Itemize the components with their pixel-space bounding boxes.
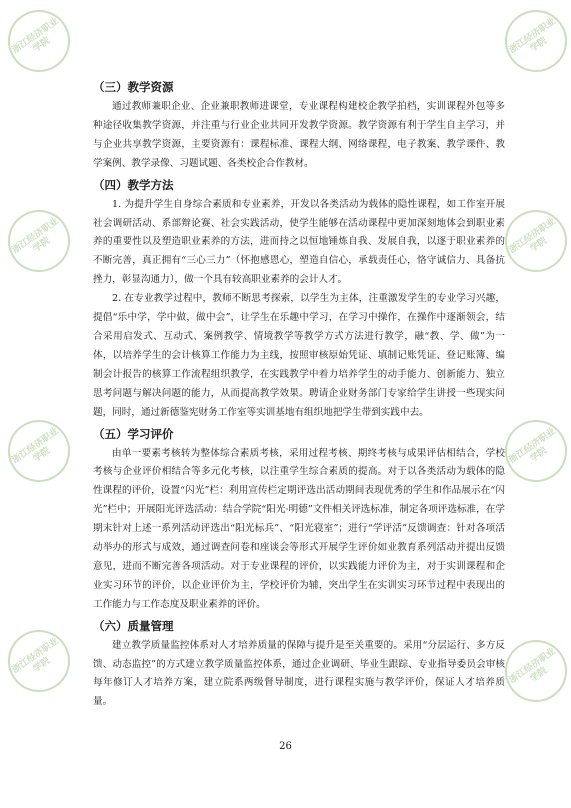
paragraph: 由单一要素考核转为整体综合素质考核，采用过程考核、期终考核与成果评估相结合，学校考核与企业评价相结合等多元化考核，以注重学生综合素质的提高。对于以各类活动为载体的隐性课程的评价，设置“闪光”栏：利用宣传栏定期评选出活动期间表现优秀的学生和作品展示在“闪光”栏中；开展阳光评选活动：结合学院“阳光·明德”文件相关评选标准，制定各项评选标准，在学期末针对上述一系列活动评选出“阳光标兵”、“阳光寝室”；进行“学评活”反馈调查：针对各项活动举办的形式与成效，通过调查问卷和座谈会等形式开展学生评价如业教育系列活动并提出反馈意见，进而不断完善各项活动。对于专业课程的评价，以实践能力评价为主，对于实训课程和企业实习环节的评价，以企业评价为主，学校评价为辅，突出学生在实训实习环节过程中表现出的工作能力与工作态度及职业素养的评价。	[93, 447, 505, 610]
watermark-seal: 浙江经济职业学院	[493, 198, 571, 284]
watermark-seal: 浙江经济职业学院	[493, 628, 571, 714]
paragraph: 建立教学质量监控体系对人才培养质量的保障与提升是至关重要的。采用“分层运行、多方反馈、动态监控”的方式建立教学质量监控体系，通过企业调研、毕业生跟踪、专业指导委员会审核每年修订人才培养方案，建立院系两级督导制度，进行课程实施与教学评价，保证人才培养质量。	[93, 639, 505, 708]
page-number: 26	[279, 741, 292, 752]
paragraph: 通过教师兼职企业、企业兼职教师进课堂，专业课程构建校企教学拍档，实训课程外包等多种途径收集教学资源，并注重与行业企业共同开发教学资源。教学资源有利于学生自主学习，并与企业共享教学资源，主要资源有：课程标准、课程大纲、网络课程，电子教案、教学课件、教学案例、教学录像、习题试题、各类校企合作教材。	[93, 101, 505, 169]
watermark-seal: 浙江经济职业学院	[0, 198, 82, 284]
watermark-seal: 浙江经济职业学院	[493, 0, 571, 84]
paragraph: 2. 在专业教学过程中，教师不断思考探索，以学生为主体，注重激发学生的专业学习兴趣，提倡“乐中学，学中做，做中会”，让学生在乐趣中学习，在学习中操作，在操作中逐渐领会，结合采用启发式、互动式、案例教学、情境教学等教学方式方法进行教学，融“教、学、做”为一体，以培养学生的会计核算工作能力为主线，按照审核原始凭证、填制记账凭证、登记账簿、编制会计报告的核算工作流程组织教学，在实践教学中着力培养学生的动手能力、创新能力、独立思考问题与解决问题的能力，从而提高教学效果。聘请企业财务部门专家给学生讲授一些现实问题，同时，通过新德鉴宪财务工作室等实训基地有组织地把学生带到实践中去。	[93, 293, 505, 418]
section-heading-learning-evaluation: （五）学习评价	[93, 426, 174, 441]
watermark-seal: 浙江经济职业学院	[0, 408, 82, 494]
section-heading-quality-management: （六）质量管理	[93, 618, 174, 633]
paragraph: 1. 为提升学生自身综合素质和专业素养，开发以各类活动为载体的隐性课程，如工作室开展社会调研活动、系部辩论赛、社会实践活动，使学生能够在活动课程中更加深刻地体会到职业素养的重要性以及塑造职业素养的方法，进而持之以恒地锤炼自我、发展自我，以逐于职业素养的不断完善，真正拥有“三心三力”（怀抱感恩心，塑造自信心，承载责任心，恪守诚信力、具备抗挫力，彰显沟通力），做一个具有较高职业素养的会计人才。	[93, 198, 505, 286]
section-heading-teaching-methods: （四）教学方法	[93, 177, 174, 192]
page-body	[93, 76, 505, 712]
watermark-seal: 浙江经济职业学院	[0, 618, 82, 704]
watermark-seal: 浙江经济职业学院	[493, 408, 571, 494]
watermark-seal: 浙江经济职业学院	[0, 0, 82, 84]
section-heading-teaching-resources: （三）教学资源	[93, 80, 174, 94]
watermark-left	[0, 0, 80, 808]
